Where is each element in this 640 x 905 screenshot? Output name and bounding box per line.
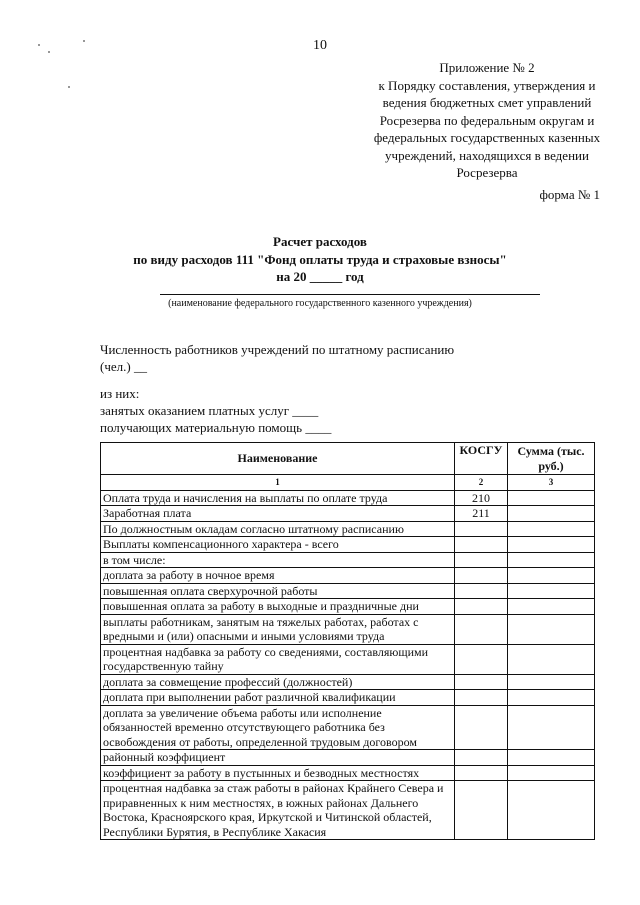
appendix-line: Росрезерва bbox=[456, 165, 518, 180]
row-name-cell: доплата за работу в ночное время bbox=[101, 568, 455, 584]
headcount-unit: (чел.) __ bbox=[100, 359, 147, 374]
row-name-cell: Оплата труда и начисления на выплаты по оплате труда bbox=[101, 490, 455, 506]
row-kosgu-cell: 211 bbox=[455, 506, 508, 522]
header-name: Наименование bbox=[101, 443, 455, 475]
row-name-cell: доплата за совмещение профессий (должностей) bbox=[101, 674, 455, 690]
form-label: форма № 1 bbox=[539, 187, 600, 202]
header-sum: Сумма (тыс. руб.) bbox=[508, 443, 595, 475]
row-name-cell: повышенная оплата за работу в выходные и праздничные дни bbox=[101, 599, 455, 615]
table-row bbox=[101, 614, 595, 644]
row-sum-cell bbox=[508, 674, 595, 690]
row-name-cell: По должностным окладам согласно штатному расписанию bbox=[101, 521, 455, 537]
row-sum-cell bbox=[508, 781, 595, 840]
appendix-line: ведения бюджетных смет управлений bbox=[382, 95, 592, 110]
table-row bbox=[101, 644, 595, 674]
row-sum-cell bbox=[508, 690, 595, 706]
row-sum-cell bbox=[508, 506, 595, 522]
table-row bbox=[101, 583, 595, 599]
row-kosgu-cell bbox=[455, 674, 508, 690]
row-sum-cell bbox=[508, 537, 595, 553]
row-kosgu-cell bbox=[455, 568, 508, 584]
row-sum-cell bbox=[508, 614, 595, 644]
table-row bbox=[101, 490, 595, 506]
appendix-line: учреждений, находящихся в ведении bbox=[385, 147, 589, 163]
expense-table bbox=[100, 442, 595, 840]
title-line: на 20 _____ год bbox=[276, 269, 364, 284]
headcount-block bbox=[100, 341, 454, 436]
table-row bbox=[101, 750, 595, 766]
row-sum-cell bbox=[508, 583, 595, 599]
header-kosgu: КОСГУ bbox=[455, 443, 508, 475]
table-row bbox=[101, 552, 595, 568]
table-row bbox=[101, 765, 595, 781]
row-name-cell: доплата при выполнении работ различной квалификации bbox=[101, 690, 455, 706]
row-kosgu-cell bbox=[455, 614, 508, 644]
row-name-cell: в том числе: bbox=[101, 552, 455, 568]
column-number: 3 bbox=[508, 475, 595, 491]
row-kosgu-cell bbox=[455, 537, 508, 553]
row-kosgu-cell bbox=[455, 705, 508, 750]
row-name-cell: процентная надбавка за стаж работы в районах Крайнего Севера и приравненных к ним местностях, в южных районах Дальнего Востока, Красноярского края, Иркутской и Читинской областей, Республики Бурятия, в Республике Хакасия bbox=[101, 781, 455, 840]
row-name-cell: выплаты работникам, занятым на тяжелых работах, работах с вредными и (или) опасными и иными условиями труда bbox=[101, 614, 455, 644]
row-name-cell: доплата за увеличение объема работы или исполнение обязанностей временно отсутствующего работника без освобождения от работы, определенной трудовым договором bbox=[101, 705, 455, 750]
column-number-row bbox=[101, 475, 595, 491]
row-sum-cell bbox=[508, 568, 595, 584]
appendix-line: федеральных государственных казенных bbox=[373, 130, 601, 145]
row-sum-cell bbox=[508, 552, 595, 568]
row-kosgu-cell bbox=[455, 552, 508, 568]
scan-speck bbox=[68, 86, 70, 88]
row-sum-cell bbox=[508, 705, 595, 750]
table-row bbox=[101, 568, 595, 584]
row-name-cell: процентная надбавка за работу со сведениями, составляющими государственную тайну bbox=[101, 644, 455, 674]
row-name-cell: повышенная оплата сверхурочной работы bbox=[101, 583, 455, 599]
row-kosgu-cell bbox=[455, 781, 508, 840]
row-sum-cell bbox=[508, 750, 595, 766]
row-sum-cell bbox=[508, 521, 595, 537]
column-number: 1 bbox=[101, 475, 455, 491]
row-name-cell: Выплаты компенсационного характера - всего bbox=[101, 537, 455, 553]
row-sum-cell bbox=[508, 765, 595, 781]
table-row bbox=[101, 506, 595, 522]
document-title bbox=[0, 233, 640, 286]
institution-caption: (наименование федерального государственного казенного учреждения) bbox=[168, 298, 472, 309]
row-kosgu-cell bbox=[455, 521, 508, 537]
table-row bbox=[101, 599, 595, 615]
row-sum-cell bbox=[508, 644, 595, 674]
table-row bbox=[101, 705, 595, 750]
material-aid-line: получающих материальную помощь ____ bbox=[100, 420, 332, 435]
table-row bbox=[101, 521, 595, 537]
row-sum-cell bbox=[508, 490, 595, 506]
row-kosgu-cell bbox=[455, 690, 508, 706]
appendix-block bbox=[362, 59, 612, 182]
row-kosgu-cell bbox=[455, 765, 508, 781]
row-kosgu-cell bbox=[455, 750, 508, 766]
table-row bbox=[101, 690, 595, 706]
row-name-cell: коэффициент за работу в пустынных и безводных местностях bbox=[101, 765, 455, 781]
appendix-line: к Порядку составления, утверждения и bbox=[378, 77, 596, 93]
row-kosgu-cell bbox=[455, 583, 508, 599]
row-name-cell: районный коэффициент bbox=[101, 750, 455, 766]
table-row bbox=[101, 781, 595, 840]
of-them-label: из них: bbox=[100, 386, 140, 401]
appendix-line: Росрезерва по федеральным округам и bbox=[379, 112, 595, 128]
row-sum-cell bbox=[508, 599, 595, 615]
page-number: 10 bbox=[313, 38, 327, 53]
row-kosgu-cell bbox=[455, 644, 508, 674]
institution-name-line bbox=[160, 294, 540, 295]
appendix-title: Приложение № 2 bbox=[439, 60, 535, 75]
row-kosgu-cell bbox=[455, 599, 508, 615]
title-line: по виду расходов 111 "Фонд оплаты труда и страховые взносы" bbox=[133, 251, 507, 267]
table-row bbox=[101, 674, 595, 690]
row-name-cell: Заработная плата bbox=[101, 506, 455, 522]
title-line: Расчет расходов bbox=[273, 234, 367, 249]
headcount-line: Численность работников учреждений по штатному расписанию bbox=[100, 342, 455, 357]
paid-services-line: занятых оказанием платных услуг ____ bbox=[100, 403, 319, 418]
row-kosgu-cell: 210 bbox=[455, 490, 508, 506]
column-number: 2 bbox=[455, 475, 508, 491]
table-row bbox=[101, 537, 595, 553]
